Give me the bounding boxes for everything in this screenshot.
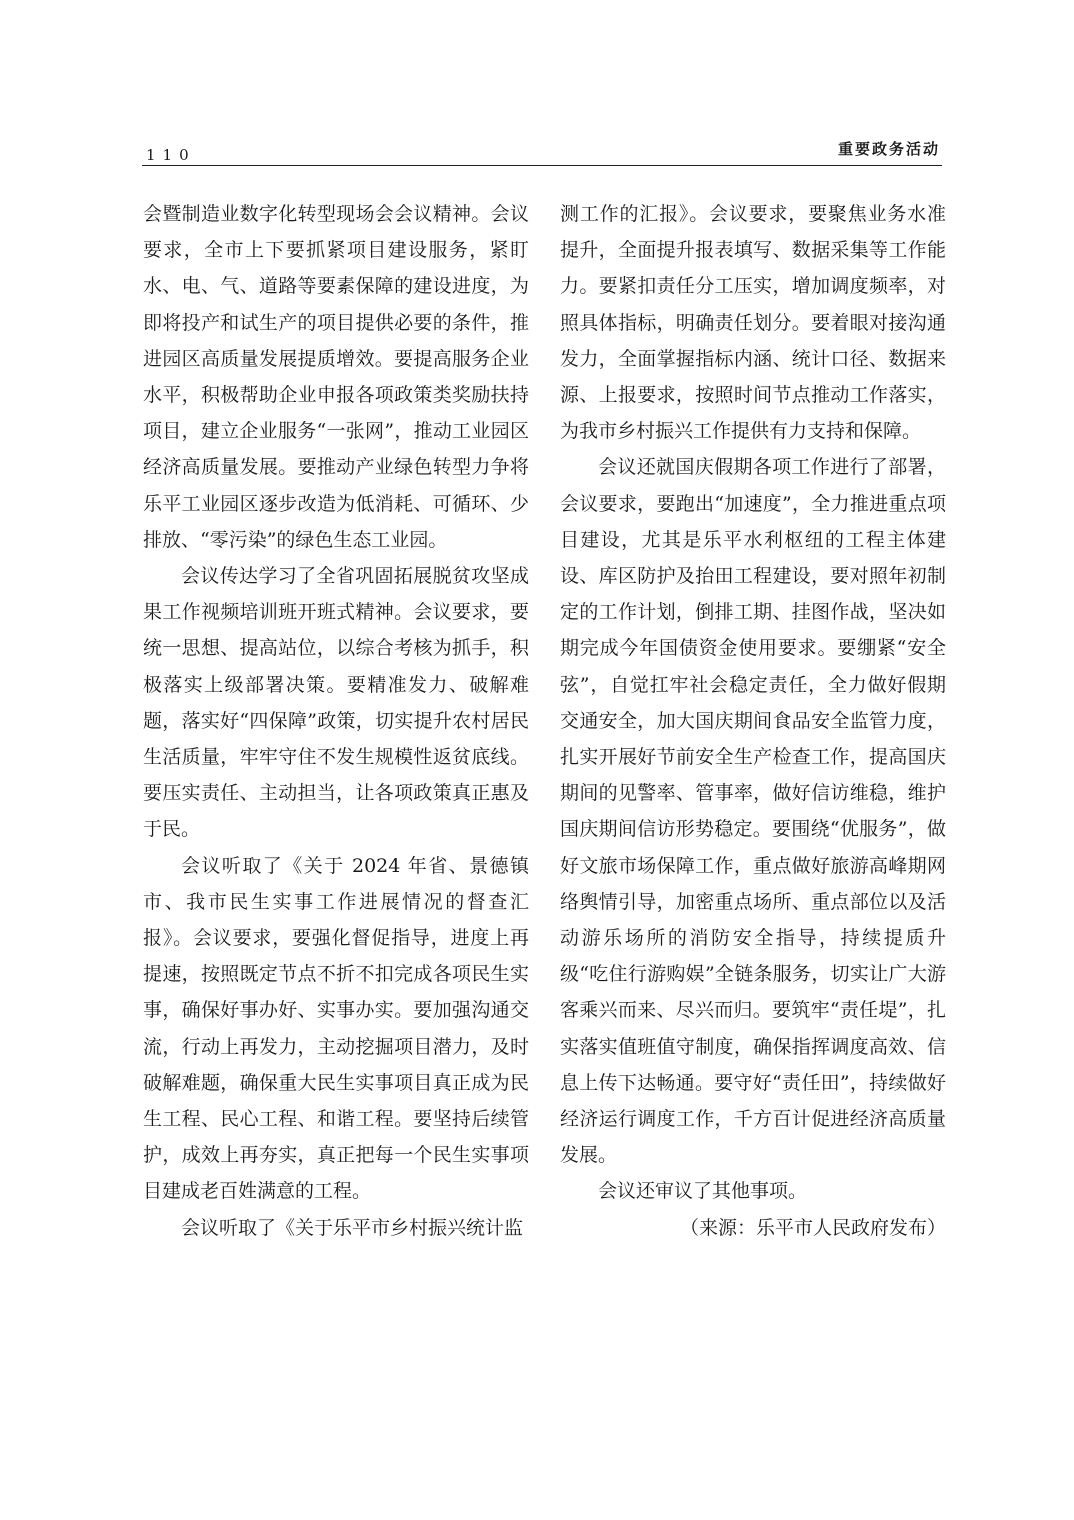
section-title: 重要政务活动	[837, 140, 940, 158]
paragraph: 会议听取了《关于 2024 年省、景德镇市、我市民生实事工作进展情况的督查汇报》。会议要求，要强化督促指导，进度上再提速，按照既定节点不折不扣完成各项民生实事，确保好事办好、实事办实。要加强沟通交流，行动上再发力，主动挖掘项目潜力，及时破解难题，确保重大民生实事项目真正成为民生工程、民心工程、和谐工程。要坚持后续管护，成效上再夯实，真正把每一个民生实事项目建成老百姓满意的工程。	[143, 854, 529, 1203]
header-rule	[142, 165, 942, 166]
page-number: 110	[146, 146, 196, 164]
source-attribution: （来源：乐平市人民政府发布）	[679, 1216, 946, 1239]
paragraph-continued: 会暨制造业数字化转型现场会会议精神。会议要求，全市上下要抓紧项目建设服务，紧盯水、电、气、道路等要素保障的建设进度，为即将投产和试生产的项目提供必要的条件，推进园区高质量发展提质增效。要提高服务企业水平，积极帮助企业申报各项政策类奖励扶持项目，建立企业服务“一张网”，推动工业园区经济高质量发展。要推动产业绿色转型力争将乐平工业园区逐步改造为低消耗、可循环、少排放、“零污染”的绿色生态工业园。	[143, 203, 529, 551]
paragraph: 会议还审议了其他事项。	[598, 1180, 808, 1203]
paragraph-continued: 测工作的汇报》。会议要求，要聚焦业务水准提升，全面提升报表填写、数据采集等工作能力。要紧扣责任分工压实，增加调度频率，对照具体指标，明确责任划分。要着眼对接沟通发力，全面掌握指标内涵、统计口径、数据来源、上报要求，按照时间节点推动工作落实，为我市乡村振兴工作提供有力支持和保障。	[560, 203, 946, 443]
left-column	[143, 196, 529, 1246]
paragraph: 会议还就国庆假期各项工作进行了部署，会议要求，要跑出“加速度”，全力推进重点项目建设，尤其是乐平水利枢纽的工程主体建设、库区防护及抬田工程建设，要对照年初制定的工作计划，倒排工期、挂图作战，坚决如期完成今年国债资金使用要求。要绷紧“安全弦”，自觉扛牢社会稳定责任，全力做好假期交通安全，加大国庆期间食品安全监管力度，扎实开展好节前安全生产检查工作，提高国庆期间的见警率、管事率，做好信访维稳，维护国庆期间信访形势稳定。要围绕“优服务”，做好文旅市场保障工作，重点做好旅游高峰期网络舆情引导，加密重点场所、重点部位以及活动游乐场所的消防安全指导，持续提质升级“吃住行游购娱”全链条服务，切实让广大游客乘兴而来、尽兴而归。要筑牢“责任堤”，扎实落实值班值守制度，确保指挥调度高效、信息上传下达畅通。要守好“责任田”，持续做好经济运行调度工作，千方百计促进经济高质量发展。	[560, 456, 946, 1167]
right-column	[560, 196, 946, 1246]
paragraph: 会议听取了《关于乐平市乡村振兴统计监	[181, 1216, 524, 1239]
paragraph: 会议传达学习了全省巩固拓展脱贫攻坚成果工作视频培训班开班式精神。会议要求，要统一思想、提高站位，以综合考核为抓手，积极落实上级部署决策。要精准发力、破解难题，落实好“四保障”政策，切实提升农村居民生活质量，牢牢守住不发生规模性返贫底线。要压实责任、主动担当，让各项政策真正惠及于民。	[143, 565, 529, 841]
